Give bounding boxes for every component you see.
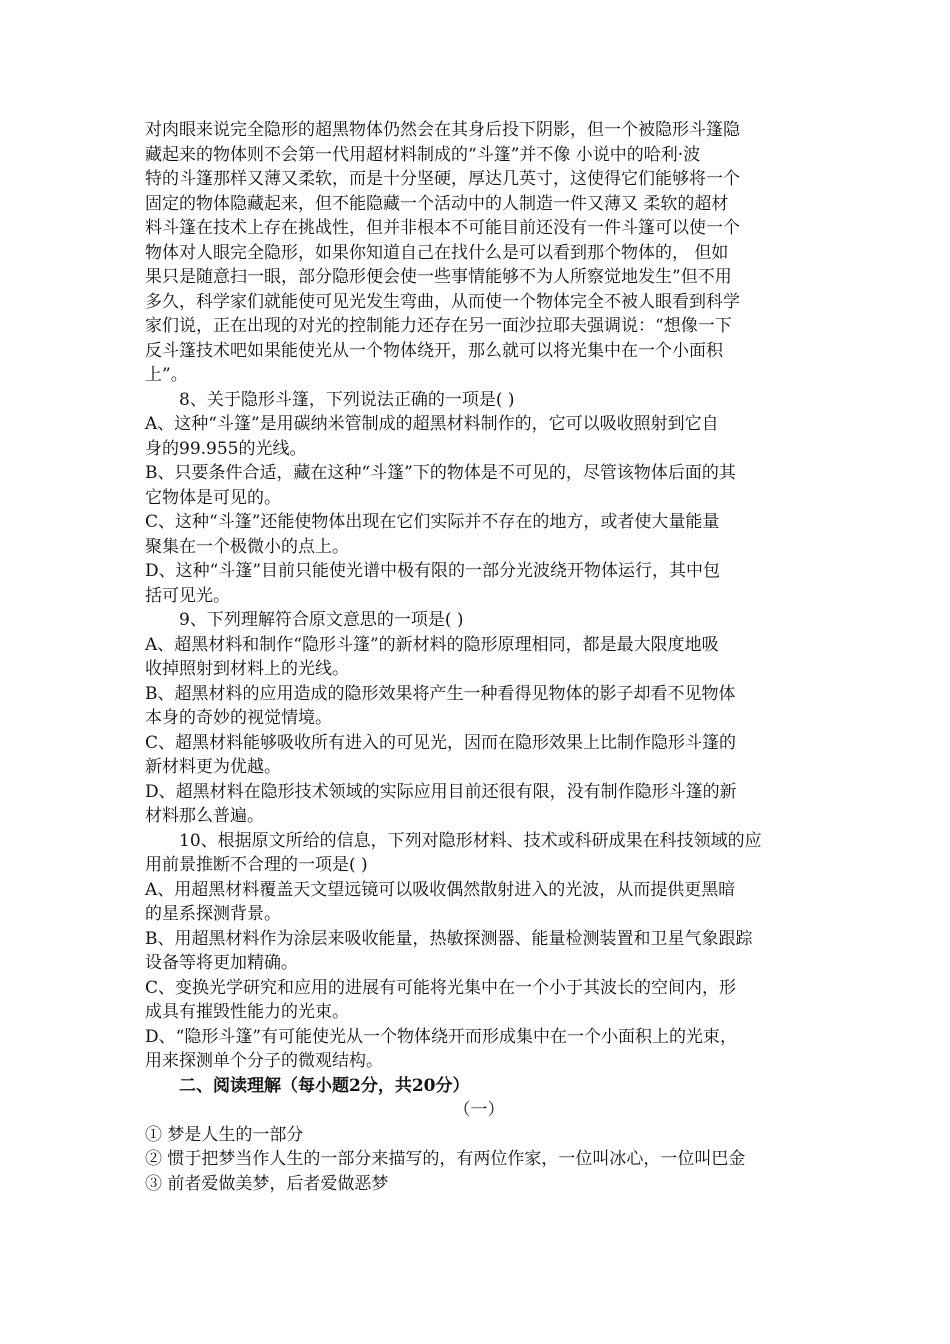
section-heading: 二、阅读理解（每小题2分，共20分） <box>179 1075 470 1096</box>
passage <box>145 118 813 388</box>
question-stem: 10、根据原文所给的信息，下列对隐形材料、技术或科研成果在科技领域的应 <box>179 830 762 851</box>
option-d-line: D、这种“斗篷”目前只能使光谱中极有限的一部分光波绕开物体运行，其中包 <box>145 561 721 581</box>
option-d-line: D、超黑材料在隐形技术领域的实际应用目前还很有限，没有制作隐形斗篷的新 <box>145 781 737 802</box>
option-b-line: B、只要条件合适，藏在这种“斗篷”下的物体是不可见的，尽管该物体后面的其 <box>145 463 736 483</box>
numbered-item: ② 惯于把梦当作人生的一部分来描写的，有两位作家，一位叫冰心，一位叫巴金 <box>145 1149 746 1169</box>
question-10 <box>145 829 813 1074</box>
option-b-line: 设备等将更加精确。 <box>145 953 298 973</box>
passage-line: 家们说，正在出现的对光的控制能力还存在另一面沙拉耶夫强调说：“想像一下 <box>145 316 732 336</box>
passage-line: 料斗篷在技术上存在挑战性，但并非根本不可能目前还没有一件斗篷可以使一个 <box>145 218 740 238</box>
numbered-item: ③ 前者爱做美梦，后者爱做恶梦 <box>145 1173 389 1194</box>
passage-line: 藏起来的物体则不会第一代用超材料制成的“斗篷”并不像 小说中的哈利·波 <box>145 144 701 165</box>
option-c-line: 聚集在一个极微小的点上。 <box>145 536 349 557</box>
option-d-line: 材料那么普遍。 <box>145 806 264 826</box>
section-subheading: （一） <box>453 1100 505 1120</box>
document-page <box>145 118 813 1196</box>
option-b-line: B、超黑材料的应用造成的隐形效果将产生一种看得见物体的影子却看不见物体 <box>145 683 736 704</box>
option-b-line: B、用超黑材料作为涂层来吸收能量，热敏探测器、能量检测装置和卫星气象跟踪 <box>145 928 753 949</box>
option-b-line: 本身的奇妙的视觉情境。 <box>145 708 332 728</box>
option-c-line: 新材料更为优越。 <box>145 757 281 777</box>
option-a-line: 身的99.955的光线。 <box>145 438 307 459</box>
passage-line: 反斗篷技术吧如果能使光从一个物体绕开，那么就可以将光集中在一个小面积 <box>145 340 723 361</box>
option-d-line: 用来探测单个分子的微观结构。 <box>145 1051 383 1071</box>
section-2 <box>145 1074 813 1197</box>
option-a-line: A、超黑材料和制作“隐形斗篷”的新材料的隐形原理相同，都是最大限度地吸 <box>145 634 719 655</box>
question-8 <box>145 388 813 609</box>
option-a-line: 收掉照射到材料上的光线。 <box>145 659 349 679</box>
passage-line: 特的斗篷那样又薄又柔软，而是十分坚硬，厚达几英寸，这使得它们能够将一个 <box>145 169 740 189</box>
question-9 <box>145 608 813 829</box>
passage-line: 固定的物体隐藏起来，但不能隐藏一个活动中的人制造一件又薄又 柔软的超材 <box>145 193 729 214</box>
option-a-line: 的星系探测背景。 <box>145 904 281 924</box>
passage-line: 多久，科学家们就能使可见光发生弯曲，从而使一个物体完全不被人眼看到科学 <box>145 291 740 312</box>
question-stem: 9、下列理解符合原文意思的一项是( ) <box>179 610 464 630</box>
option-b-line: 它物体是可见的。 <box>145 487 281 508</box>
question-stem: 8、关于隐形斗篷，下列说法正确的一项是( ) <box>179 389 515 410</box>
option-c-line: C、超黑材料能够吸收所有进入的可见光，因而在隐形效果上比制作隐形斗篷的 <box>145 732 737 753</box>
passage-line: 果只是随意扫一眼，部分隐形便会使一些事情能够不为人所察觉地发生”但不用 <box>145 267 732 287</box>
option-c-line: 成具有摧毁性能力的光束。 <box>145 1002 349 1022</box>
option-d-line: D、“隐形斗篷”有可能使光从一个物体绕开而形成集中在一个小面积上的光束， <box>145 1026 738 1047</box>
option-c-line: C、变换光学研究和应用的进展有可能将光集中在一个小于其波长的空间内，形 <box>145 977 737 998</box>
numbered-item: ① 梦是人生的一部分 <box>145 1124 304 1145</box>
option-a-line: A、这种“斗篷”是用碳纳米管制成的超黑材料制作的，它可以吸收照射到它自 <box>145 414 719 434</box>
option-a-line: A、用超黑材料覆盖天文望远镜可以吸收偶然散射进入的光波，从而提供更黑暗 <box>145 879 736 900</box>
option-c-line: C、这种“斗篷”还能使物体出现在它们实际并不存在的地方，或者使大量能量 <box>145 512 720 532</box>
question-stem: 用前景推断不合理的一项是( ) <box>145 855 368 875</box>
passage-line: 上”。 <box>145 365 188 385</box>
passage-line: 对肉眼来说完全隐形的超黑物体仍然会在其身后投下阴影，但一个被隐形斗篷隐 <box>145 120 740 140</box>
passage-line: 物体对人眼完全隐形，如果你知道自己在找什么是可以看到那个物体的， 但如 <box>145 242 729 263</box>
option-d-line: 括可见光。 <box>145 585 230 606</box>
